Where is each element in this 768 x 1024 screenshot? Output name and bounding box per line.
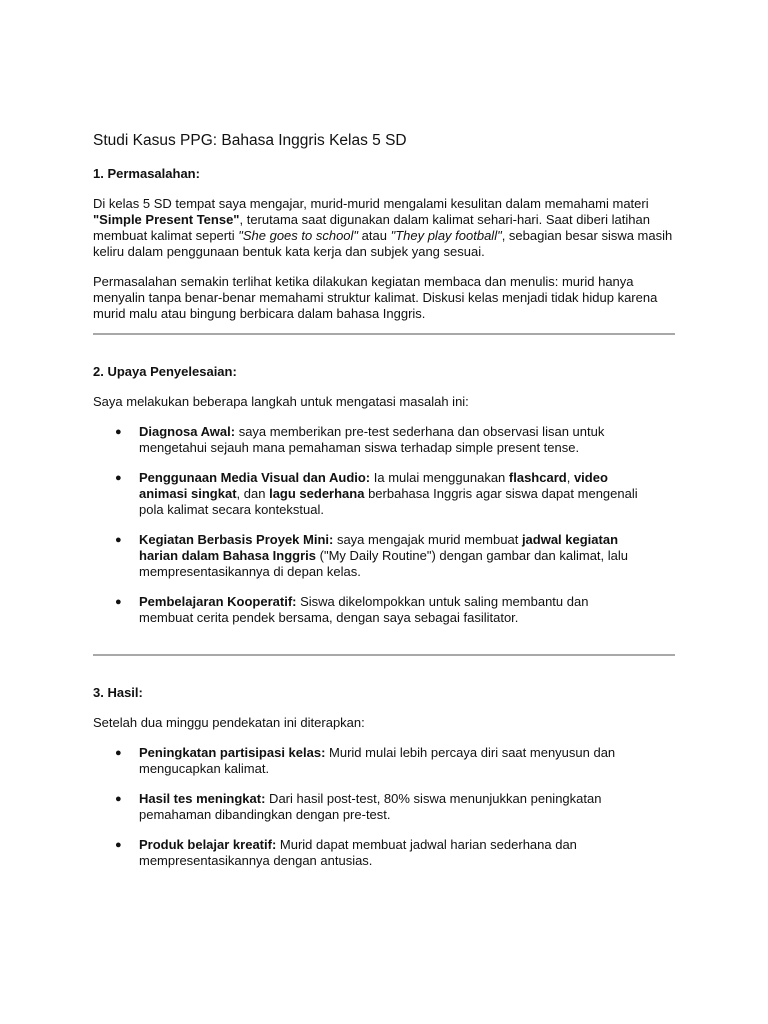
- italic-text: "She goes to school": [238, 228, 359, 243]
- bullet-icon: ●: [115, 534, 122, 546]
- bullet-icon: ●: [115, 839, 122, 851]
- section-heading-permasalahan: 1. Permasalahan:: [93, 166, 200, 181]
- list-upaya: [93, 424, 683, 626]
- divider: [93, 654, 675, 656]
- bold-text: Diagnosa Awal:: [139, 424, 236, 439]
- list-item: [93, 594, 639, 626]
- document-title: Studi Kasus PPG: Bahasa Inggris Kelas 5 SD: [93, 132, 407, 149]
- bold-text: Kegiatan Berbasis Proyek Mini:: [139, 532, 334, 547]
- text-run: ,: [566, 470, 574, 485]
- bold-text: Penggunaan Media Visual dan Audio:: [139, 470, 371, 485]
- text-run: berbahasa Inggris agar siswa dapat mengenali pola kalimat secara kontekstual.: [139, 486, 638, 517]
- text-run: , terutama saat digunakan dalam kalimat sehari-hari. Saat diberi latihan membuat kalimat seperti: [93, 212, 650, 243]
- bullet-icon: ●: [115, 596, 122, 608]
- bold-text: "Simple Present Tense": [93, 212, 240, 227]
- bold-text: Produk belajar kreatif:: [139, 837, 277, 852]
- bullet-icon: ●: [115, 747, 122, 759]
- list-item: [93, 532, 639, 580]
- list-item: [93, 791, 639, 823]
- italic-text: "They play football": [390, 228, 502, 243]
- text-run: Di kelas 5 SD tempat saya mengajar, murid-murid mengalami kesulitan dalam memahami materi: [93, 196, 649, 211]
- paragraph-permasalahan-2: Permasalahan semakin terlihat ketika dilakukan kegiatan membaca dan menulis: murid hanya menyalin tanpa benar-benar memahami struktur kalimat. Diskusi kelas menjadi tidak hidup karena murid malu atau bingung berbicara dalam bahasa Inggris.: [93, 274, 658, 321]
- list-item: [93, 745, 639, 777]
- text-run: Ia mulai menggunakan: [370, 470, 509, 485]
- text-run: Murid dapat membuat jadwal harian sederhana dan mempresentasikannya dengan antusias.: [139, 837, 577, 868]
- text-run: ("My Daily Routine") dengan gambar dan kalimat, lalu mempresentasikannya di depan kelas.: [139, 548, 629, 579]
- list-item: [93, 424, 639, 456]
- paragraph-upaya-intro: Saya melakukan beberapa langkah untuk mengatasi masalah ini:: [93, 394, 469, 409]
- text-run: saya memberikan pre-test sederhana dan observasi lisan untuk mengetahui sejauh mana pemahaman siswa terhadap simple present tense.: [139, 424, 605, 455]
- text-run: Dari hasil post-test, 80% siswa menunjukkan peningkatan pemahaman dibandingkan dengan pre-test.: [139, 791, 602, 822]
- bold-text: jadwal kegiatan harian dalam Bahasa Inggris: [139, 532, 619, 563]
- bold-text: lagu sederhana: [269, 486, 365, 501]
- section-heading-upaya: 2. Upaya Penyelesaian:: [93, 364, 237, 379]
- bullet-icon: ●: [115, 472, 122, 484]
- text-run: Murid mulai lebih percaya diri saat menyusun dan mengucapkan kalimat.: [139, 745, 616, 776]
- bold-text: video animasi singkat: [139, 470, 608, 501]
- list-item: [93, 837, 639, 869]
- paragraph-permasalahan-1: [93, 196, 683, 260]
- text-run: , sebagian besar siswa masih keliru dalam penggunaan bentuk kata kerja dan subjek yang sesuai.: [93, 228, 673, 259]
- section-heading-hasil: 3. Hasil:: [93, 685, 143, 700]
- bold-text: Pembelajaran Kooperatif:: [139, 594, 297, 609]
- divider: [93, 333, 675, 335]
- list-item: [93, 470, 639, 518]
- list-hasil: [93, 745, 683, 869]
- bold-text: flashcard: [508, 470, 567, 485]
- document-content: [93, 131, 683, 869]
- text-run: saya mengajak murid membuat: [333, 532, 522, 547]
- paragraph-hasil-intro: Setelah dua minggu pendekatan ini diterapkan:: [93, 715, 365, 730]
- bold-text: Peningkatan partisipasi kelas:: [139, 745, 326, 760]
- bullet-icon: ●: [115, 426, 122, 438]
- bold-text: Hasil tes meningkat:: [139, 791, 266, 806]
- text-run: atau: [358, 228, 391, 243]
- bullet-icon: ●: [115, 793, 122, 805]
- text-run: , dan: [236, 486, 270, 501]
- text-run: Siswa dikelompokkan untuk saling membantu dan membuat cerita pendek bersama, dengan saya sebagai fasilitator.: [139, 594, 589, 625]
